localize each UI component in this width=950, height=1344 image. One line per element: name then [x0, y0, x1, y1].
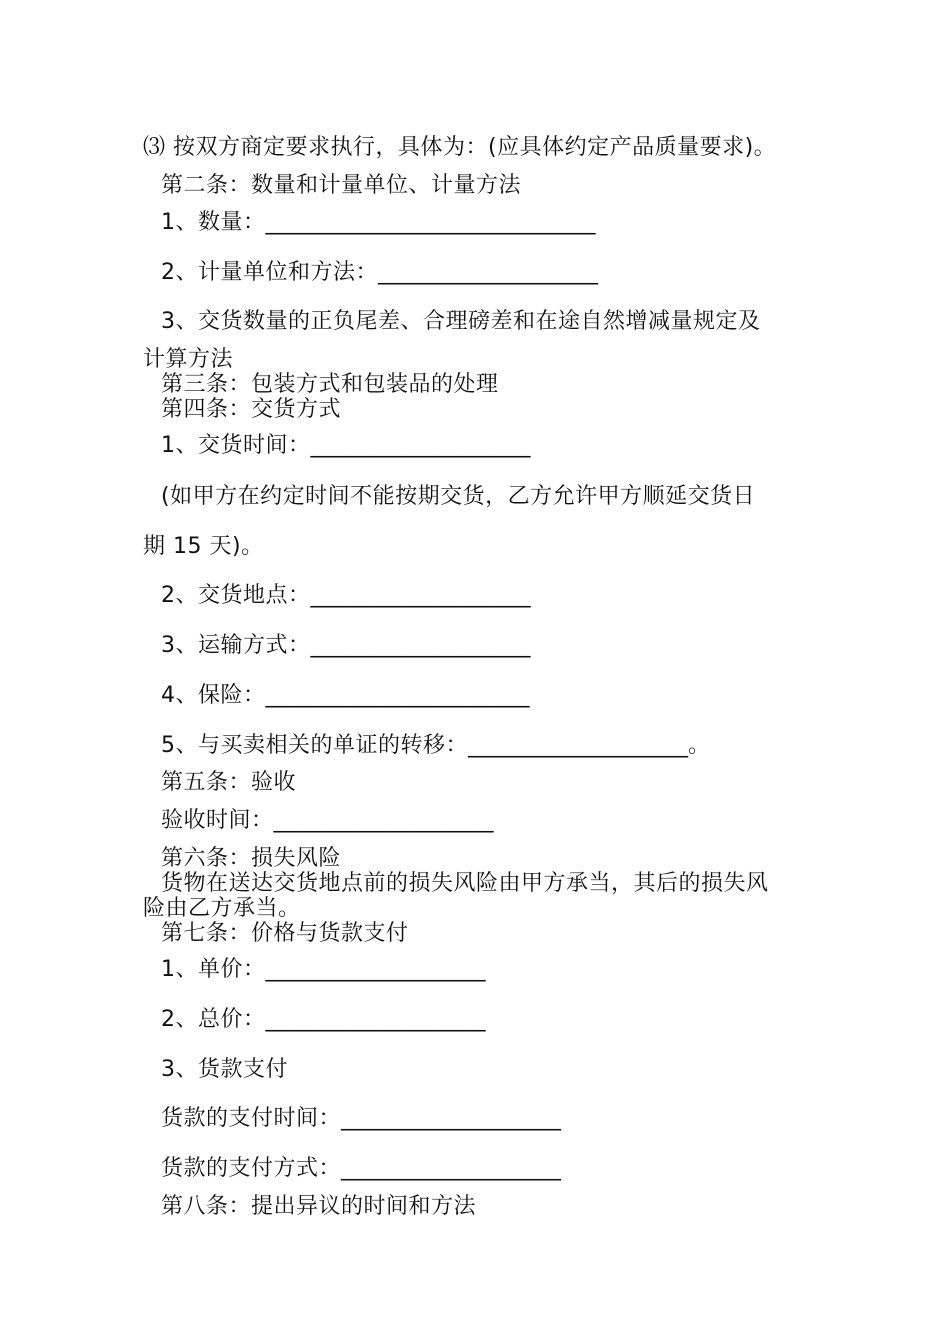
transport-method-label: 3、运输方式：	[161, 633, 311, 658]
payment-method-blank: ____________________	[341, 1156, 562, 1181]
insurance-blank: ________________________	[265, 683, 530, 708]
risk-of-loss-line: 货物在送达交货地点前的损失风险由甲方承当，其后的损失风	[161, 871, 769, 896]
measurement-unit-blank: ____________________	[378, 260, 598, 285]
insurance-label: 4、保险：	[161, 683, 266, 708]
measurement-unit-label: 2、计量单位和方法：	[161, 260, 378, 285]
quantity-tolerance-line: 3、交货数量的正负尾差、合理磅差和在途自然增减量规定及	[161, 309, 761, 334]
delivery-extension-line: (如甲方在约定时间不能按期交货，乙方允许甲方顺延交货日	[161, 484, 756, 509]
total-price-label: 2、总价：	[161, 1007, 266, 1032]
payment-time-blank: ____________________	[341, 1106, 562, 1131]
delivery-time-label: 1、交货时间：	[161, 433, 311, 458]
delivery-time-line	[161, 435, 531, 457]
insurance-line	[161, 685, 530, 707]
article-3-heading: 第三条：包装方式和包装品的处理	[161, 372, 499, 397]
document-transfer-label: 5、与买卖相关的单证的转移：	[161, 733, 468, 758]
article-6-heading: 第六条：损失风险	[161, 846, 342, 871]
risk-of-loss-line-cont: 险由乙方承当。	[143, 896, 301, 921]
inspection-time-line	[161, 810, 494, 832]
quantity-tolerance-line-cont: 计算方法	[143, 347, 234, 372]
payment-time-line	[161, 1108, 561, 1130]
article-4-heading: 第四条：交货方式	[161, 397, 342, 422]
article-2-heading: 第二条：数量和计量单位、计量方法	[161, 173, 522, 198]
transport-method-line	[161, 635, 531, 657]
article-7-heading: 第七条：价格与货款支付	[161, 921, 409, 946]
delivery-place-line	[161, 585, 531, 607]
quantity-label: 1、数量：	[161, 210, 266, 235]
delivery-extension-line-cont: 期 15 天)。	[143, 534, 264, 559]
total-price-blank: ____________________	[265, 1007, 486, 1032]
document-transfer-blank: ____________________	[468, 733, 688, 758]
article-5-heading: 第五条：验收	[161, 770, 297, 795]
delivery-place-label: 2、交货地点：	[161, 583, 311, 608]
quality-requirement-line: ⑶ 按双方商定要求执行，具体为：(应具体约定产品质量要求)。	[143, 135, 777, 160]
quantity-blank: ______________________________	[265, 210, 596, 235]
inspection-time-blank: ____________________	[273, 808, 494, 833]
payment-method-label: 货款的支付方式：	[161, 1156, 342, 1181]
document-transfer-line	[161, 735, 711, 757]
payment-method-line	[161, 1158, 561, 1180]
unit-price-line	[161, 959, 486, 981]
transport-method-blank: ____________________	[310, 633, 531, 658]
quantity-line	[161, 212, 596, 234]
payment-time-label: 货款的支付时间：	[161, 1106, 342, 1131]
total-price-line	[161, 1009, 486, 1031]
measurement-unit-line	[161, 262, 598, 284]
inspection-time-label: 验收时间：	[161, 808, 274, 833]
delivery-place-blank: ____________________	[310, 583, 531, 608]
unit-price-blank: ____________________	[265, 957, 486, 982]
delivery-time-blank: ____________________	[310, 433, 531, 458]
document-transfer-period: 。	[688, 733, 711, 758]
unit-price-label: 1、单价：	[161, 957, 266, 982]
payment-heading: 3、货款支付	[161, 1057, 288, 1082]
article-8-heading: 第八条：提出异议的时间和方法	[161, 1194, 477, 1219]
